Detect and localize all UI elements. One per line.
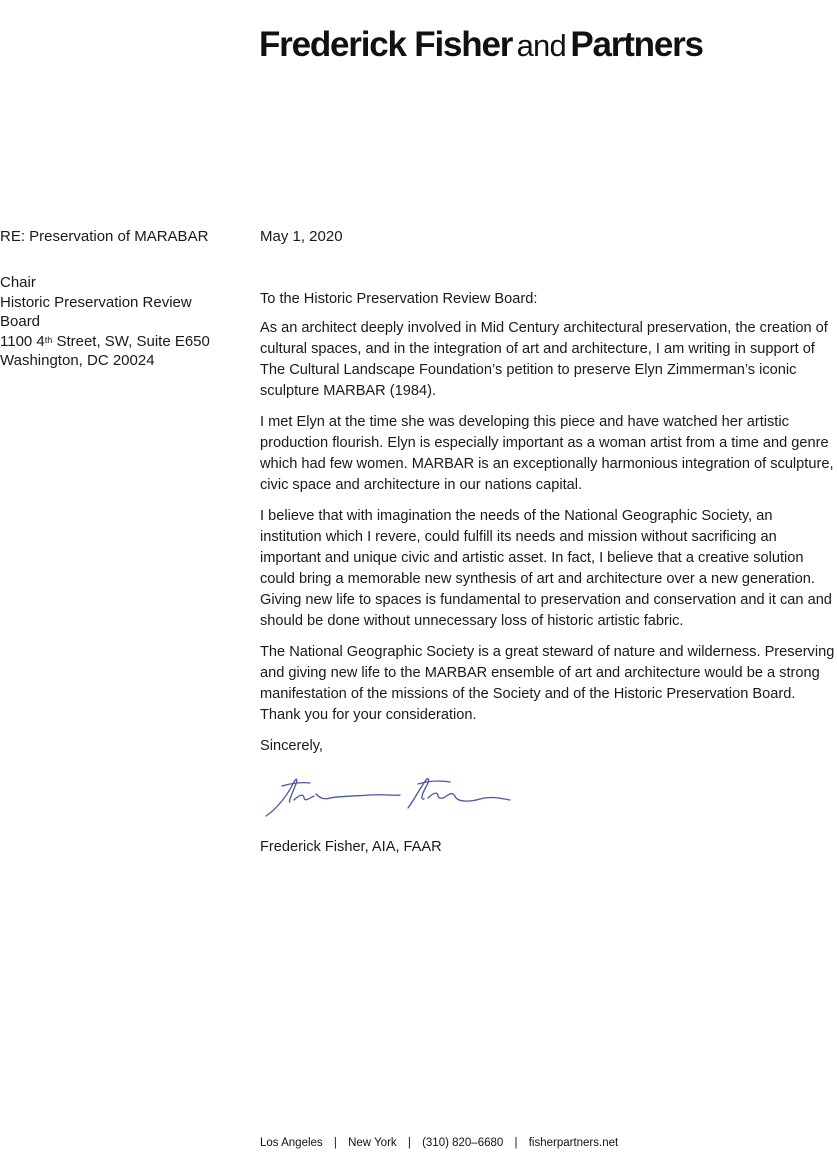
footer xyxy=(260,1137,618,1149)
body-paragraph: The National Geographic Society is a great steward of nature and wilderness. Preserving and giving new life to the MARBAR ensemble of art and architecture would be a strong manifestation of the missions of the Society and of the Historic Preservation Board. Thank you for your consideration. xyxy=(260,644,835,723)
street-suffix: th xyxy=(44,334,53,345)
letterhead-connector: and xyxy=(516,28,566,63)
recipient-address xyxy=(0,273,225,371)
salutation: To the Historic Preservation Review Board: xyxy=(260,291,538,307)
footer-phone: (310) 820–6680 xyxy=(422,1137,504,1149)
footer-city: Los Angeles xyxy=(260,1137,323,1149)
signatory-name: Frederick Fisher, AIA, FAAR xyxy=(260,839,442,855)
letterhead-name: Frederick Fisher xyxy=(259,25,513,64)
footer-city: New York xyxy=(348,1137,397,1149)
body-paragraph: I met Elyn at the time she was developing this piece and have watched her artistic production flourish. Elyn is especially important as a woman artist from a time and genre which had few women. MARBAR is an exceptionally harmonious integration of sculpture, civic space and architecture in our nations capital. xyxy=(260,414,834,493)
letter-date: May 1, 2020 xyxy=(260,228,343,245)
footer-separator: | xyxy=(407,1137,411,1149)
recipient-title: Chair xyxy=(0,274,36,291)
body-paragraph: I believe that with imagination the needs of the National Geographic Society, an institution which I revere, could fulfill its needs and mission without sacrificing an important and unique civic and artistic asset. In fact, I believe that a creative solution could bring a memorable new synthesis of art and architecture over a new generation. Giving new life to spaces is fundamental to preservation and conservation and it can and should be done without unnecessary loss of historic artistic fabric. xyxy=(260,508,832,629)
street-number: 1100 4 xyxy=(0,332,45,350)
recipient-organization: Historic Preservation Review Board xyxy=(0,293,192,331)
body-paragraph: As an architect deeply involved in Mid Century architectural preservation, the creation of cultural spaces, and in the integration of art and architecture, I am writing in support of The Cultural Landscape Foundation’s petition to preserve Elyn Zimmerman’s iconic sculpture MARBAR (1984). xyxy=(260,320,828,399)
letterhead-logo xyxy=(259,25,819,65)
letter-body xyxy=(260,289,837,767)
letterhead-partners: Partners xyxy=(570,25,703,64)
closing: Sincerely, xyxy=(260,738,323,754)
footer-separator: | xyxy=(514,1137,518,1149)
footer-separator: | xyxy=(333,1137,337,1149)
street-rest: Street, SW, Suite E650 xyxy=(52,332,210,350)
recipient-city: Washington, DC 20024 xyxy=(0,352,155,370)
recipient-street xyxy=(0,332,225,352)
subject-line: RE: Preservation of MARABAR xyxy=(0,228,209,245)
footer-website[interactable]: fisherpartners.net xyxy=(528,1137,619,1149)
handwritten-signature xyxy=(258,772,518,824)
